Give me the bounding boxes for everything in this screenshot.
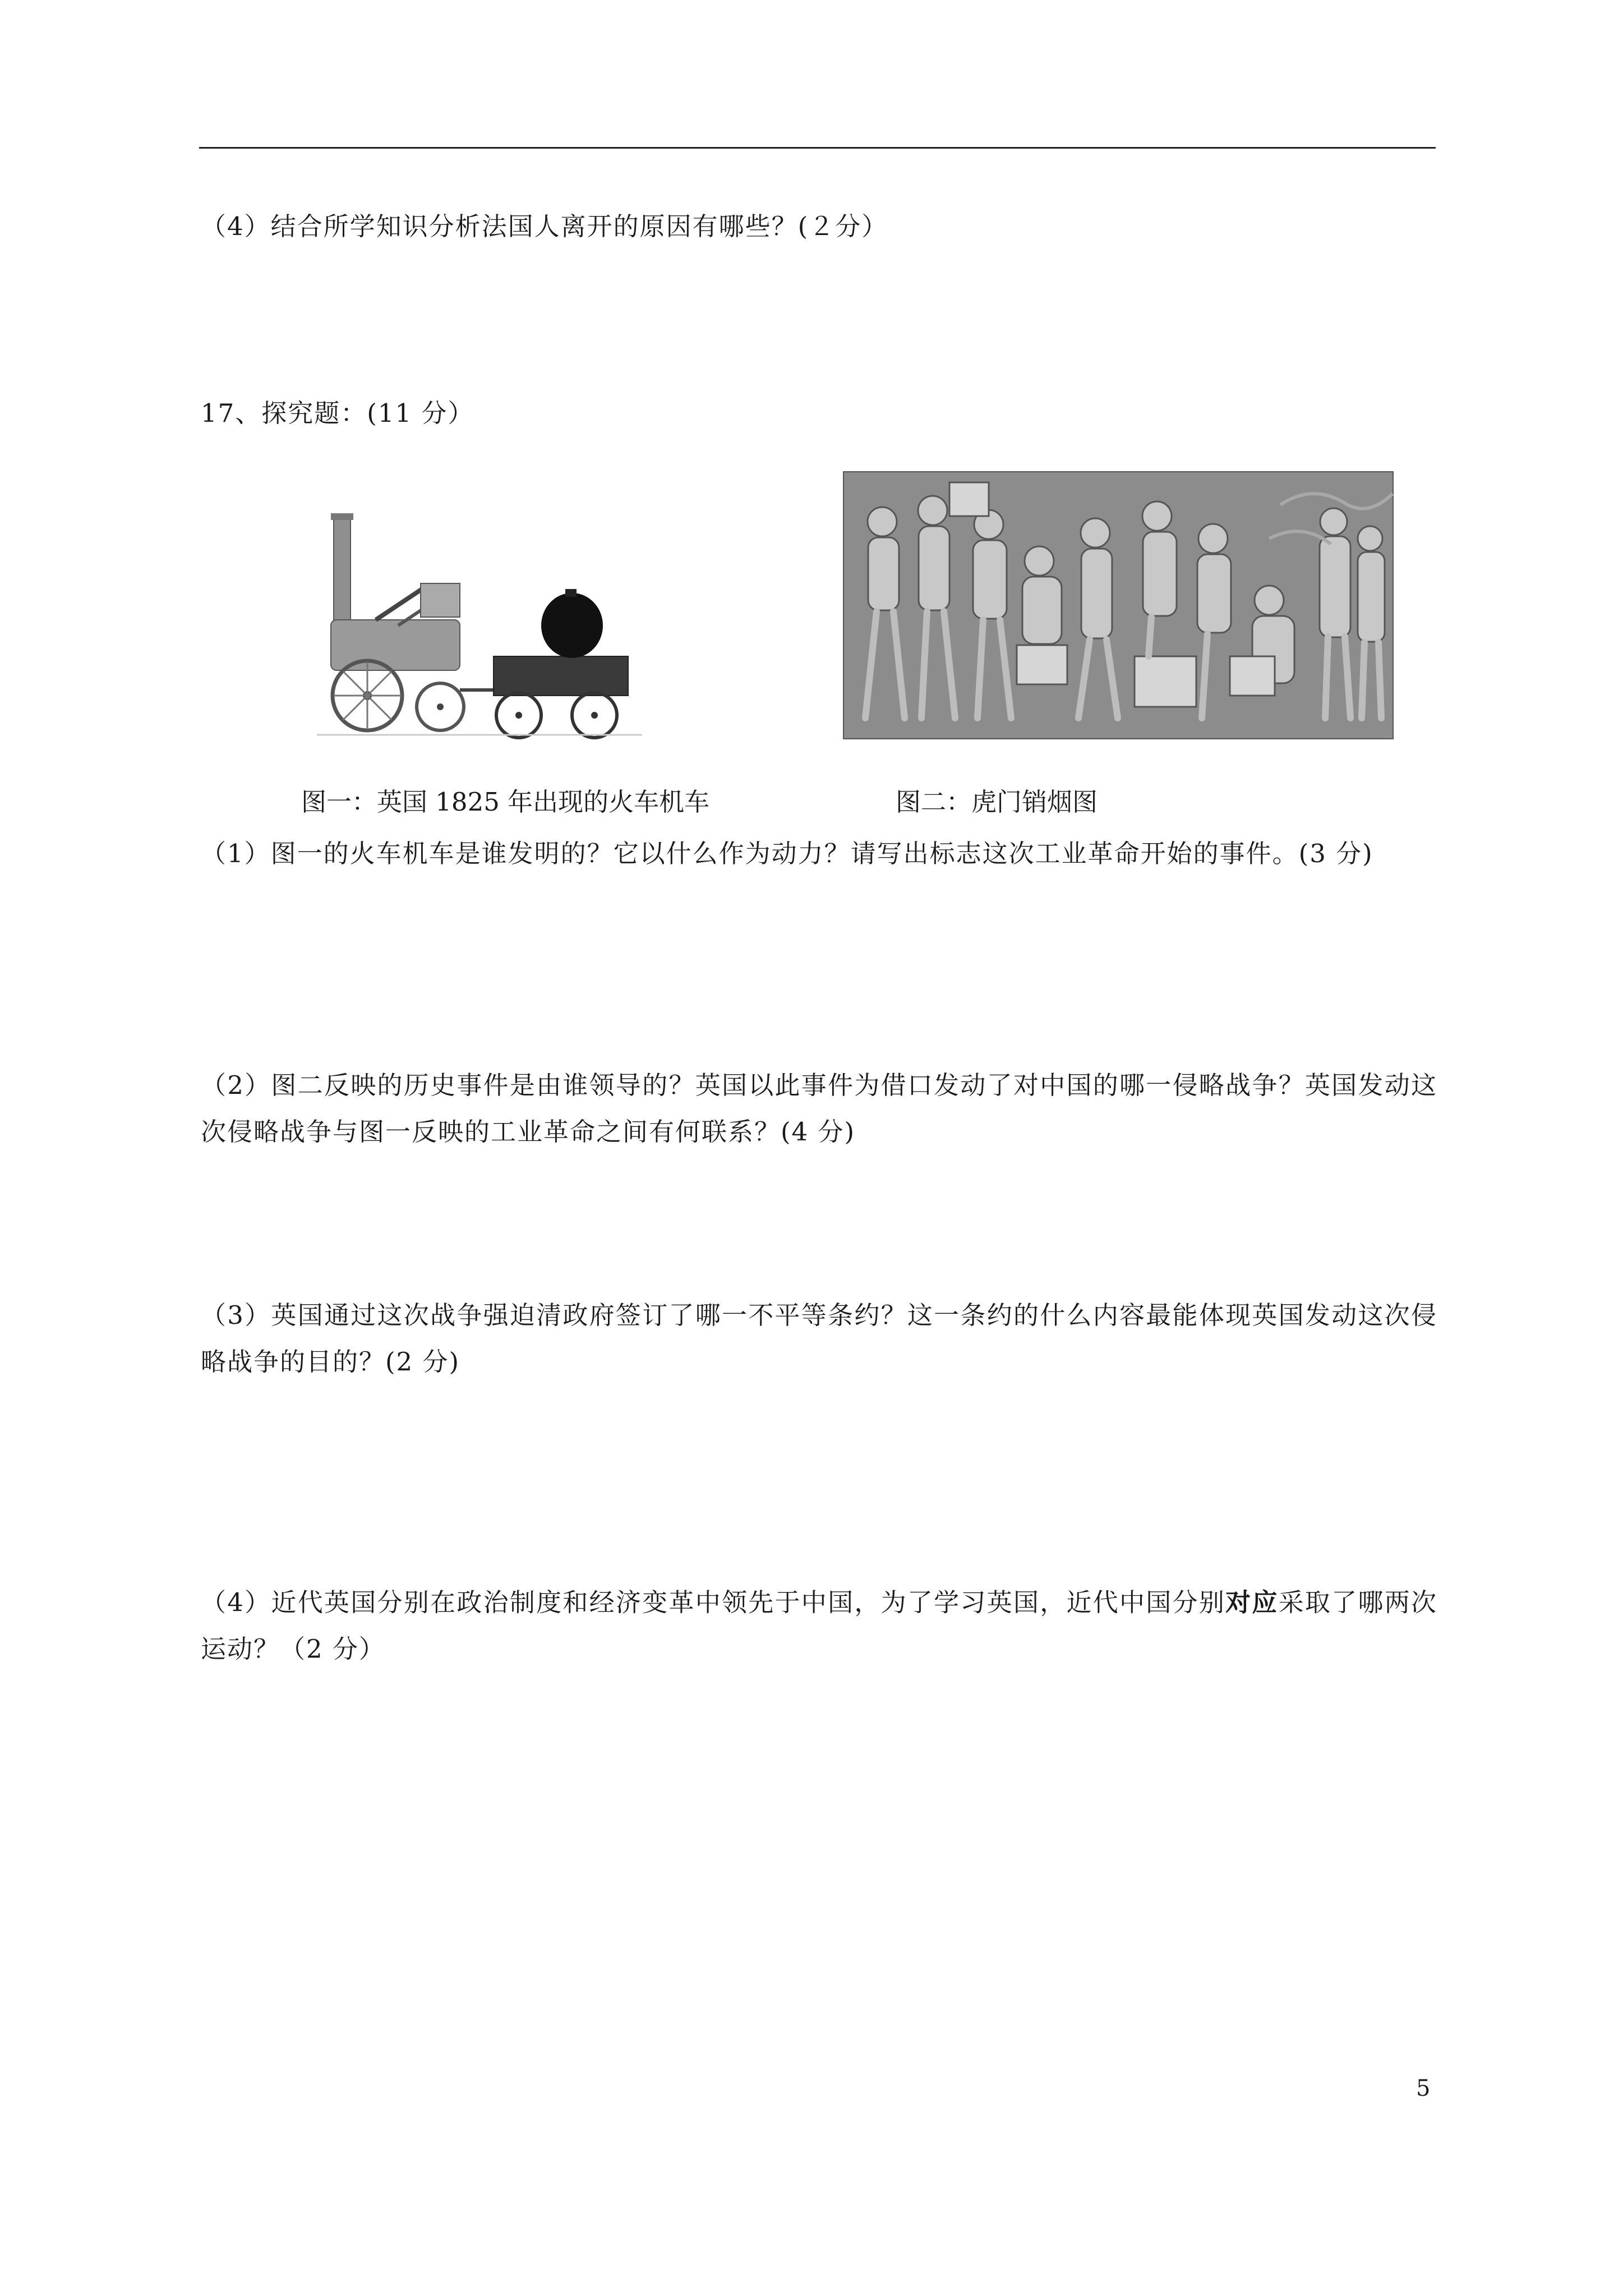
question-17-4: [201, 1579, 1437, 1672]
question-17-title: 17、探究题：(11 分）: [201, 398, 474, 428]
question-16-4: （4）结合所学知识分析法国人离开的原因有哪些？(２分）: [201, 211, 888, 241]
relief-sculpture-image: [843, 471, 1394, 739]
question-17-3: （3）英国通过这次战争强迫清政府签订了哪一不平等条约？这一条约的什么内容最能体现英国发动这次侵略战争的目的？(2 分): [201, 1300, 1437, 1377]
question-17-4-emphasis: 对应: [1225, 1588, 1279, 1617]
question-17-4-text-a: （4）近代英国分别在政治制度和经济变革中领先于中国，为了学习英国，近代中国分别: [201, 1588, 1226, 1617]
figure-1-caption: 图一：英国 1825 年出现的火车机车: [301, 787, 710, 817]
page-number: 5: [1416, 2076, 1431, 2101]
question-17-1: （1）图一的火车机车是谁发明的？它以什么作为动力？请写出标志这次工业革命开始的事件。(3 分): [201, 839, 1373, 868]
question-17-4-text-b: 采取了哪两次运动？（2 分）: [201, 1588, 1437, 1664]
header-rule: [199, 147, 1436, 149]
locomotive-image: [314, 508, 645, 743]
figure-2-caption: 图二：虎门销烟图: [896, 787, 1098, 817]
question-17-2: （2）图二反映的历史事件是由谁领导的？英国以此事件为借口发动了对中国的哪一侵略战争？英国发动这次侵略战争与图一反映的工业革命之间有何联系？(4 分): [201, 1070, 1437, 1147]
